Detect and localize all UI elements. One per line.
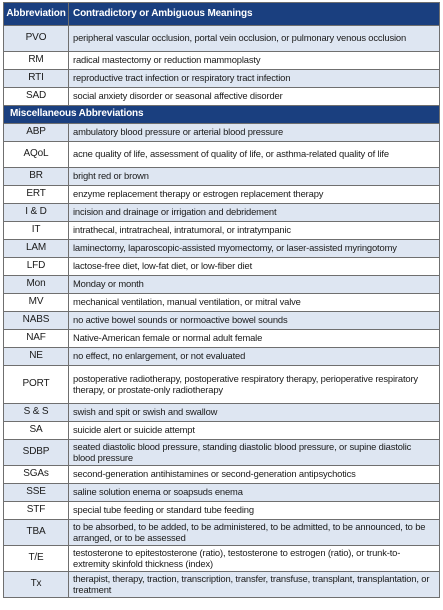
table-row [4, 276, 440, 294]
meaning-cell: testosterone to epitestosterone (ratio), testosterone to estrogen (ratio), or trunk-to-extremity skinfold thickness (index) [69, 546, 440, 572]
table-row [4, 466, 440, 484]
table-row [4, 124, 440, 142]
meaning-cell: no active bowel sounds or normoactive bowel sounds [69, 312, 440, 330]
abbreviation-column-header: Abbreviation [4, 3, 69, 26]
table-row [4, 366, 440, 404]
table-row [4, 348, 440, 366]
abbreviation-cell: NE [4, 348, 69, 366]
meaning-cell: Native-American female or normal adult female [69, 330, 440, 348]
abbreviation-cell: IT [4, 222, 69, 240]
abbreviation-cell: BR [4, 168, 69, 186]
table-row [4, 26, 440, 52]
abbreviation-cell: PORT [4, 366, 69, 404]
meaning-cell: therapist, therapy, traction, transcription, transfer, transfuse, transplant, transplantation, or treatment [69, 572, 440, 598]
abbreviation-cell: Mon [4, 276, 69, 294]
abbreviation-cell: I & D [4, 204, 69, 222]
table-row [4, 70, 440, 88]
abbreviation-cell: T/E [4, 546, 69, 572]
abbreviation-cell: SDBP [4, 440, 69, 466]
meaning-cell: no effect, no enlargement, or not evaluated [69, 348, 440, 366]
meaning-cell: seated diastolic blood pressure, standing diastolic blood pressure, or supine diastolic blood pressure [69, 440, 440, 466]
section-header-row [4, 106, 440, 124]
abbreviation-cell: NAF [4, 330, 69, 348]
abbreviations-table [3, 2, 440, 598]
abbreviation-cell: S & S [4, 404, 69, 422]
abbreviation-cell: LFD [4, 258, 69, 276]
abbreviation-cell: SA [4, 422, 69, 440]
meaning-cell: saline solution enema or soapsuds enema [69, 484, 440, 502]
abbreviation-cell: TBA [4, 520, 69, 546]
abbreviation-cell: STF [4, 502, 69, 520]
table-row [4, 240, 440, 258]
table-row [4, 88, 440, 106]
table-row [4, 440, 440, 466]
meaning-cell: social anxiety disorder or seasonal affective disorder [69, 88, 440, 106]
meaning-cell: reproductive tract infection or respiratory tract infection [69, 70, 440, 88]
meaning-cell: peripheral vascular occlusion, portal vein occlusion, or pulmonary venous occlusion [69, 26, 440, 52]
abbreviation-cell: NABS [4, 312, 69, 330]
meaning-cell: ambulatory blood pressure or arterial blood pressure [69, 124, 440, 142]
meaning-cell: enzyme replacement therapy or estrogen replacement therapy [69, 186, 440, 204]
table-header-row [4, 3, 440, 26]
table-row [4, 204, 440, 222]
meaning-cell: intrathecal, intratracheal, intratumoral, or intratympanic [69, 222, 440, 240]
abbreviation-cell: AQoL [4, 142, 69, 168]
table-row [4, 422, 440, 440]
abbreviation-cell: SAD [4, 88, 69, 106]
abbreviation-cell: RM [4, 52, 69, 70]
abbreviation-cell: Tx [4, 572, 69, 598]
meaning-cell: mechanical ventilation, manual ventilation, or mitral valve [69, 294, 440, 312]
table-row [4, 502, 440, 520]
meaning-column-header: Contradictory or Ambiguous Meanings [69, 3, 440, 26]
abbreviation-cell: SSE [4, 484, 69, 502]
abbreviation-cell: LAM [4, 240, 69, 258]
abbreviation-cell: PVO [4, 26, 69, 52]
abbreviation-cell: ABP [4, 124, 69, 142]
table-row [4, 52, 440, 70]
meaning-cell: suicide alert or suicide attempt [69, 422, 440, 440]
meaning-cell: lactose-free diet, low-fat diet, or low-fiber diet [69, 258, 440, 276]
abbreviations-table-container [3, 2, 439, 598]
meaning-cell: incision and drainage or irrigation and debridement [69, 204, 440, 222]
table-row [4, 484, 440, 502]
meaning-cell: second-generation antihistamines or second-generation antipsychotics [69, 466, 440, 484]
table-row [4, 258, 440, 276]
abbreviation-cell: RTI [4, 70, 69, 88]
table-row [4, 142, 440, 168]
table-row [4, 168, 440, 186]
table-row [4, 572, 440, 598]
meaning-cell: swish and spit or swish and swallow [69, 404, 440, 422]
abbreviation-cell: MV [4, 294, 69, 312]
table-row [4, 186, 440, 204]
table-row [4, 546, 440, 572]
abbreviation-cell: SGAs [4, 466, 69, 484]
table-row [4, 222, 440, 240]
table-row [4, 312, 440, 330]
table-row [4, 294, 440, 312]
meaning-cell: radical mastectomy or reduction mammoplasty [69, 52, 440, 70]
abbreviation-cell: ERT [4, 186, 69, 204]
table-row [4, 520, 440, 546]
table-row [4, 330, 440, 348]
meaning-cell: bright red or brown [69, 168, 440, 186]
meaning-cell: laminectomy, laparoscopic-assisted myomectomy, or laser-assisted myringotomy [69, 240, 440, 258]
meaning-cell: special tube feeding or standard tube feeding [69, 502, 440, 520]
meaning-cell: to be absorbed, to be added, to be administered, to be admitted, to be announced, to be arranged, or to be assessed [69, 520, 440, 546]
meaning-cell: acne quality of life, assessment of quality of life, or asthma-related quality of life [69, 142, 440, 168]
meaning-cell: Monday or month [69, 276, 440, 294]
meaning-cell: postoperative radiotherapy, postoperative respiratory therapy, perioperative respiratory therapy, or prostate-only radiotherapy [69, 366, 440, 404]
table-row [4, 404, 440, 422]
section-title: Miscellaneous Abbreviations [4, 106, 440, 124]
